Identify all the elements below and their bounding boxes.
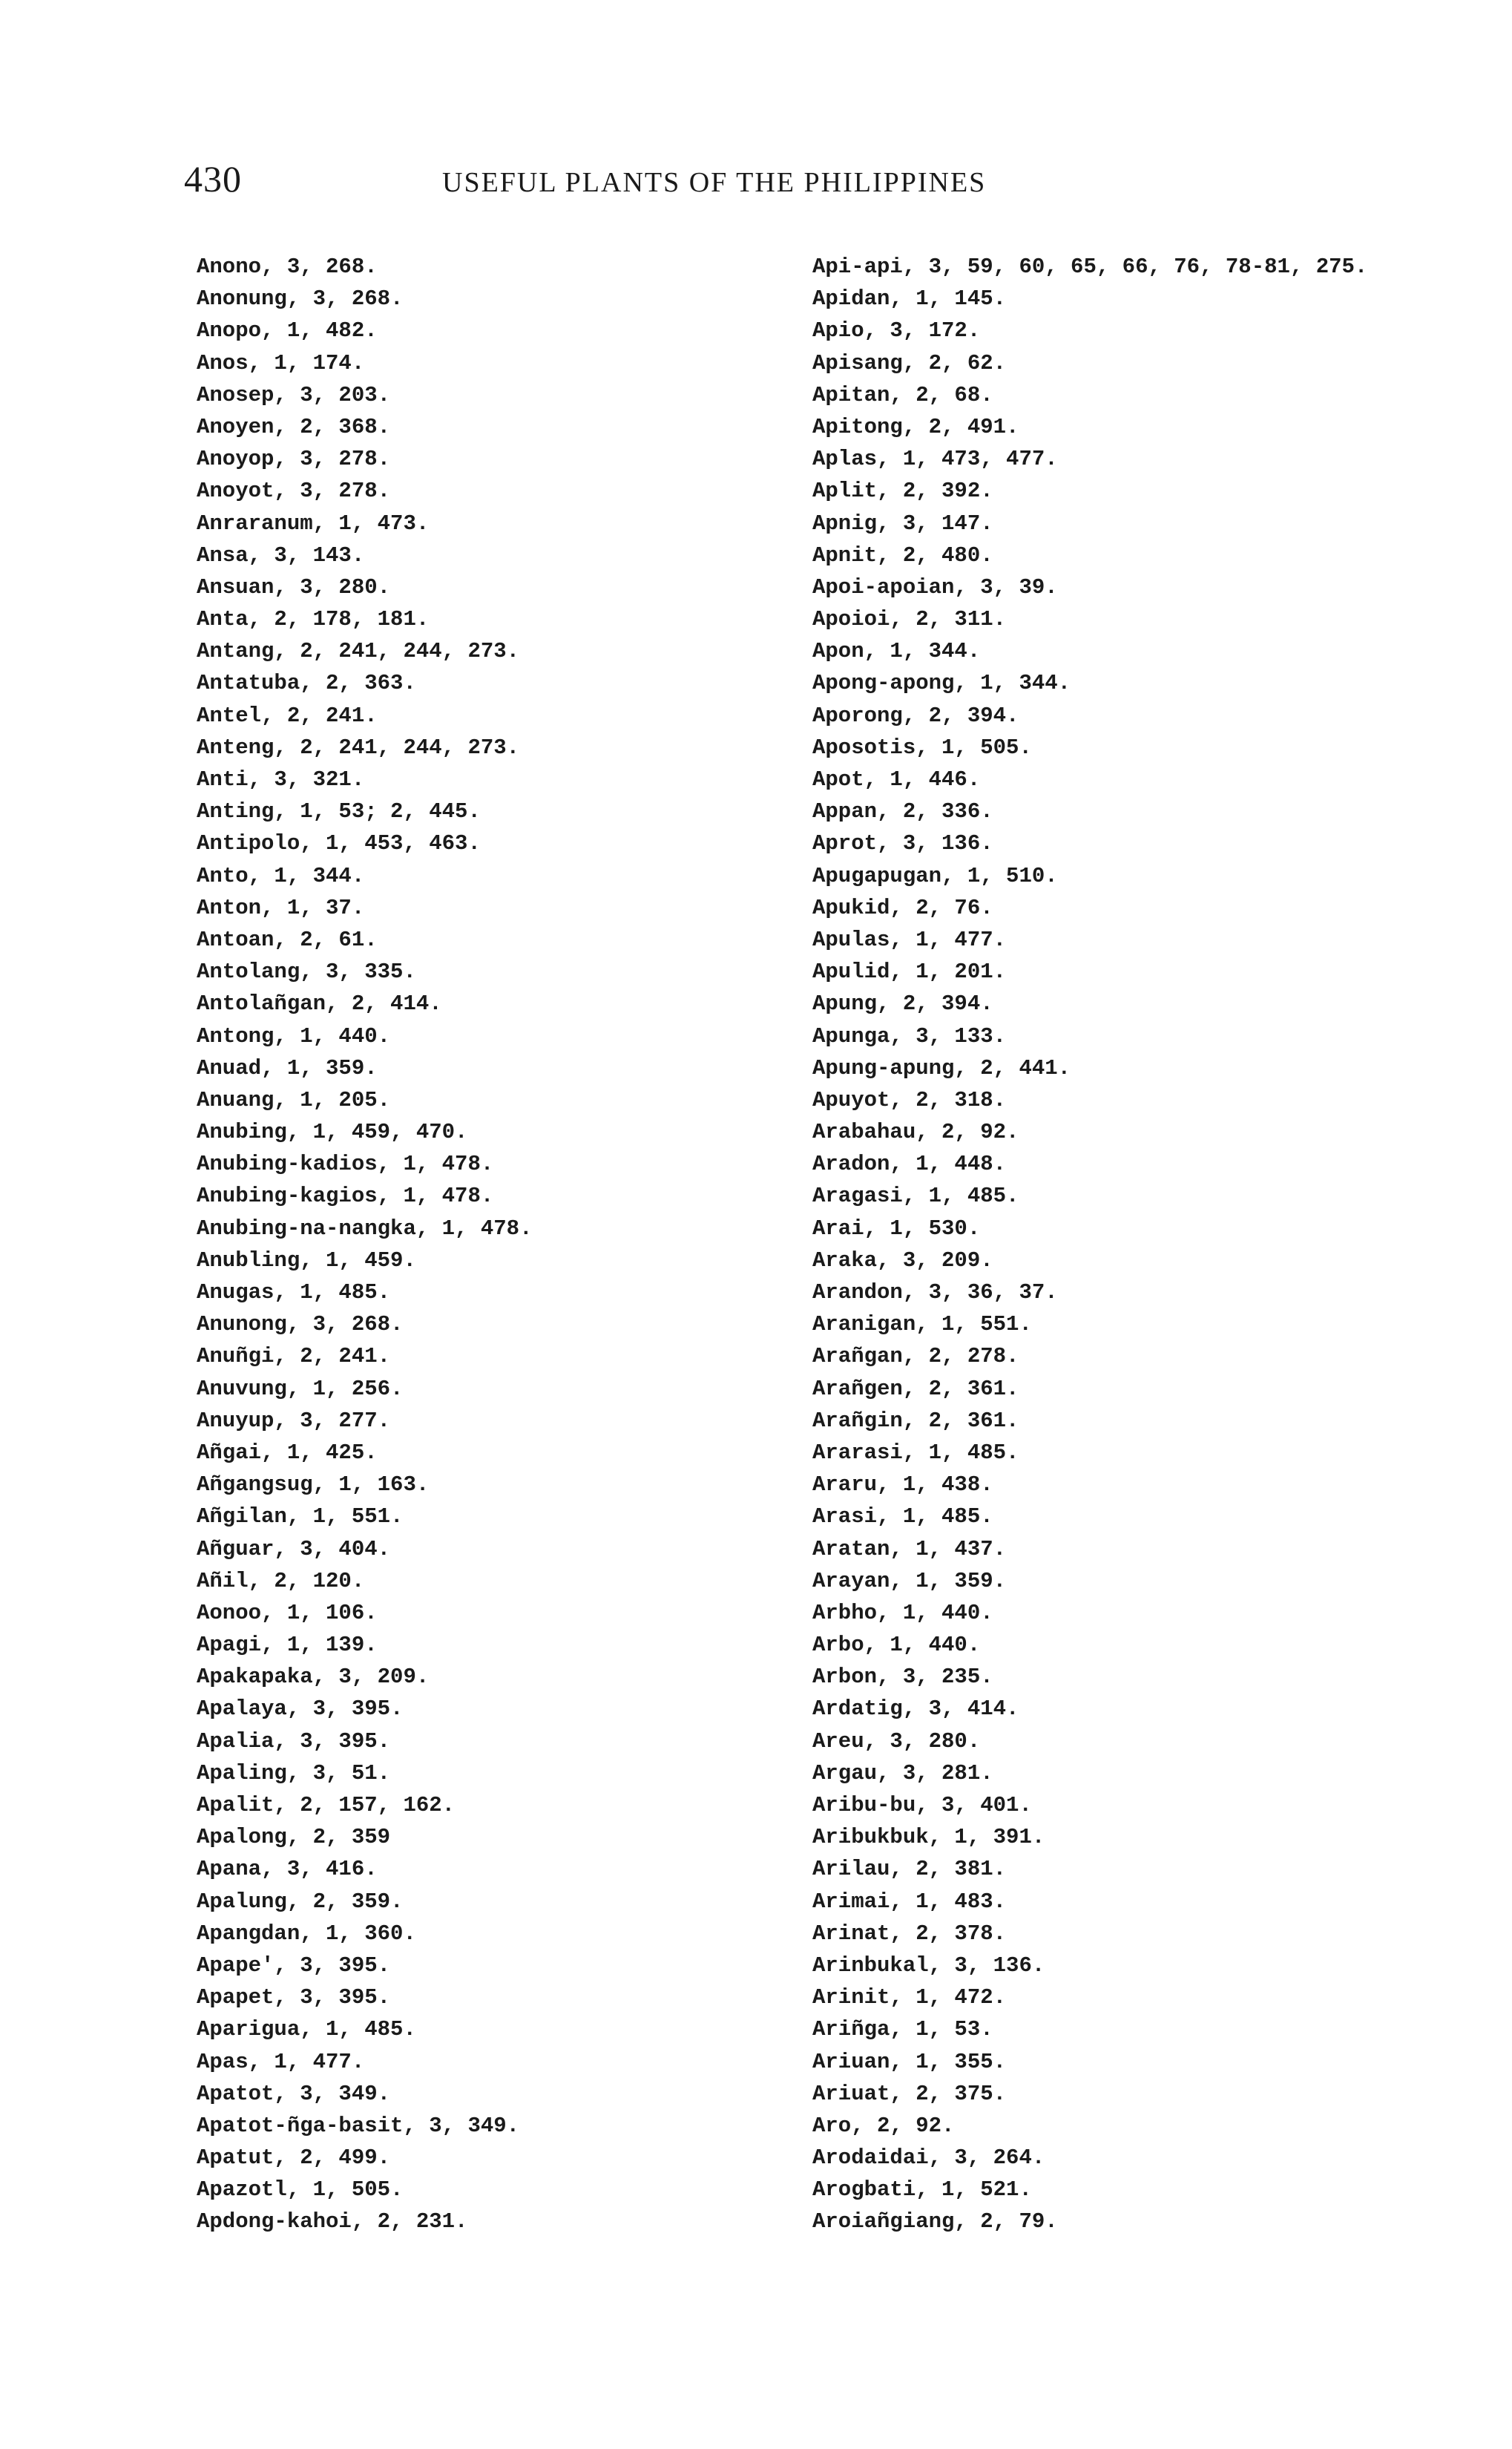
index-entry: Arbho, 1, 440. — [812, 1600, 993, 1625]
index-entry: Anoyop, 3, 278. — [197, 447, 391, 472]
index-entry: Aprot, 3, 136. — [812, 831, 993, 856]
index-entry: Anta, 2, 178, 181. — [197, 607, 430, 632]
index-entry: Añgai, 1, 425. — [197, 1440, 378, 1465]
index-entry: Añgilan, 1, 551. — [197, 1504, 404, 1530]
index-entry: Anoyot, 3, 278. — [197, 479, 391, 504]
index-entry: Apalong, 2, 359 — [197, 1825, 391, 1850]
index-entry: Aroiañgiang, 2, 79. — [812, 2209, 1058, 2235]
index-entry: Anunong, 3, 268. — [197, 1312, 404, 1337]
index-entry: Anuyup, 3, 277. — [197, 1408, 391, 1433]
index-entry: Antel, 2, 241. — [197, 703, 378, 728]
index-entry: Araru, 1, 438. — [812, 1472, 993, 1498]
index-entry: Ansa, 3, 143. — [197, 542, 365, 568]
index-entry: Ariuat, 2, 375. — [812, 2081, 1007, 2106]
index-entry: Apukid, 2, 76. — [812, 895, 993, 920]
index-entry: Añgangsug, 1, 163. — [197, 1472, 430, 1498]
index-entry: Ansuan, 3, 280. — [197, 574, 391, 600]
index-entry: Apalaya, 3, 395. — [197, 1696, 404, 1722]
index-entry: Apio, 3, 172. — [812, 318, 981, 344]
index-entry: Apana, 3, 416. — [197, 1857, 378, 1882]
index-entry: Ardatig, 3, 414. — [812, 1696, 1019, 1722]
index-entry: Anoyen, 2, 368. — [197, 414, 391, 439]
index-entry: Apong-apong, 1, 344. — [812, 671, 1071, 696]
index-entry: Anuñgi, 2, 241. — [197, 1344, 391, 1369]
index-entry: Añil, 2, 120. — [197, 1568, 365, 1593]
index-entry: Anteng, 2, 241, 244, 273. — [197, 735, 520, 760]
index-entry: Apulas, 1, 477. — [812, 927, 1007, 952]
index-entry: Apazotl, 1, 505. — [197, 2177, 404, 2203]
index-entry: Añguar, 3, 404. — [197, 1536, 391, 1561]
index-entry: Antatuba, 2, 363. — [197, 671, 416, 696]
index-entry: Apidan, 1, 145. — [812, 286, 1007, 312]
index-entry: Areu, 3, 280. — [812, 1728, 981, 1754]
index-entry: Anto, 1, 344. — [197, 863, 365, 888]
index-column-left — [197, 251, 532, 2238]
index-entry: Apoi-apoian, 3, 39. — [812, 574, 1058, 600]
index-entry: Apoioi, 2, 311. — [812, 607, 1007, 632]
index-entry: Arinbukal, 3, 136. — [812, 1953, 1045, 1978]
index-entry: Antolañgan, 2, 414. — [197, 991, 442, 1017]
index-entry: Arinit, 1, 472. — [812, 1985, 1007, 2010]
index-entry: Apunga, 3, 133. — [812, 1023, 1007, 1049]
index-entry: Arañgan, 2, 278. — [812, 1344, 1019, 1369]
index-entry: Aro, 2, 92. — [812, 2113, 955, 2138]
index-entry: Aplit, 2, 392. — [812, 479, 993, 504]
index-entry: Apisang, 2, 62. — [812, 350, 1007, 376]
index-entry: Ariñga, 1, 53. — [812, 2017, 993, 2042]
index-entry: Apas, 1, 477. — [197, 2049, 365, 2074]
index-entry: Aplas, 1, 473, 477. — [812, 447, 1058, 472]
index-entry: Apnit, 2, 480. — [812, 542, 993, 568]
index-entry: Anton, 1, 37. — [197, 895, 365, 920]
index-entry: Anubing, 1, 459, 470. — [197, 1120, 468, 1145]
index-entry: Arañgin, 2, 361. — [812, 1408, 1019, 1433]
index-entry: Antong, 1, 440. — [197, 1023, 391, 1049]
index-entry: Argau, 3, 281. — [812, 1760, 993, 1786]
index-entry: Apatot, 3, 349. — [197, 2081, 391, 2106]
index-entry: Anubing-kadios, 1, 478. — [197, 1152, 494, 1177]
index-entry: Apangdan, 1, 360. — [197, 1921, 416, 1946]
index-entry: Arodaidai, 3, 264. — [812, 2145, 1045, 2171]
index-entry: Apnig, 3, 147. — [812, 511, 993, 536]
index-entry: Anuvung, 1, 256. — [197, 1376, 404, 1401]
index-entry: Antoan, 2, 61. — [197, 927, 378, 952]
index-entry: Appan, 2, 336. — [812, 799, 993, 824]
index-entry: Aparigua, 1, 485. — [197, 2017, 416, 2042]
index-entry: Apitan, 2, 68. — [812, 382, 993, 407]
index-entry: Anono, 3, 268. — [197, 255, 378, 279]
index-entry: Aragasi, 1, 485. — [812, 1184, 1019, 1209]
index-entry: Antang, 2, 241, 244, 273. — [197, 639, 520, 664]
index-entry: Anraranum, 1, 473. — [197, 511, 430, 536]
index-entry: Apaling, 3, 51. — [197, 1760, 391, 1786]
index-entry: Apung-apung, 2, 441. — [812, 1055, 1071, 1081]
index-entry: Anting, 1, 53; 2, 445. — [197, 799, 481, 824]
index-entry: Aratan, 1, 437. — [812, 1536, 1007, 1561]
page-header — [184, 157, 1119, 209]
index-entry: Anti, 3, 321. — [197, 767, 365, 792]
page-number: 430 — [184, 158, 242, 200]
index-entry: Apakapaka, 3, 209. — [197, 1665, 430, 1690]
index-entry: Aradon, 1, 448. — [812, 1152, 1007, 1177]
index-entry: Arimai, 1, 483. — [812, 1889, 1007, 1914]
index-entry: Araka, 3, 209. — [812, 1248, 993, 1273]
index-entry: Antolang, 3, 335. — [197, 960, 416, 985]
index-entry: Aonoo, 1, 106. — [197, 1600, 378, 1625]
index-entry: Apapet, 3, 395. — [197, 1985, 391, 2010]
index-entry: Apitong, 2, 491. — [812, 414, 1019, 439]
index-entry: Ariuan, 1, 355. — [812, 2049, 1007, 2074]
index-entry: Apalia, 3, 395. — [197, 1728, 391, 1754]
running-title: USEFUL PLANTS OF THE PHILIPPINES — [442, 167, 987, 198]
index-entry: Antipolo, 1, 453, 463. — [197, 831, 481, 856]
index-entry: Ararasi, 1, 485. — [812, 1440, 1019, 1465]
index-entry: Arinat, 2, 378. — [812, 1921, 1007, 1946]
index-entry: Arañgen, 2, 361. — [812, 1376, 1019, 1401]
index-entry: Anugas, 1, 485. — [197, 1280, 391, 1305]
index-entry: Anopo, 1, 482. — [197, 318, 378, 344]
index-entry: Apugapugan, 1, 510. — [812, 863, 1058, 888]
index-entry: Apalit, 2, 157, 162. — [197, 1793, 456, 1817]
index-entry: Anonung, 3, 268. — [197, 286, 404, 312]
index-entry: Anos, 1, 174. — [197, 350, 365, 376]
index-entry: Apagi, 1, 139. — [197, 1633, 378, 1658]
index-entry: Anubling, 1, 459. — [197, 1248, 416, 1273]
index-entry: Apdong-kahoi, 2, 231. — [197, 2209, 468, 2235]
index-entry: Apatot-ñga-basit, 3, 349. — [197, 2113, 520, 2138]
index-entry: Anosep, 3, 203. — [197, 382, 391, 407]
index-entry: Arayan, 1, 359. — [812, 1568, 1007, 1593]
index-entry: Aranigan, 1, 551. — [812, 1312, 1032, 1337]
index-entry: Arilau, 2, 381. — [812, 1857, 1007, 1882]
index-entry: Aporong, 2, 394. — [812, 703, 1019, 728]
index-entry: Anubing-na-nangka, 1, 478. — [197, 1216, 533, 1241]
index-entry: Apuyot, 2, 318. — [812, 1087, 1007, 1112]
index-entry: Apot, 1, 446. — [812, 767, 981, 792]
index-entry: Apatut, 2, 499. — [197, 2145, 391, 2171]
index-entry: Arbo, 1, 440. — [812, 1633, 981, 1658]
index-entry: Apon, 1, 344. — [812, 639, 981, 664]
index-entry: Aposotis, 1, 505. — [812, 735, 1032, 760]
index-entry: Arai, 1, 530. — [812, 1216, 981, 1241]
index-column-right — [812, 251, 1367, 2238]
index-entry: Anuang, 1, 205. — [197, 1087, 391, 1112]
index-entry: Anuad, 1, 359. — [197, 1055, 378, 1081]
index-entry: Api-api, 3, 59, 60, 65, 66, 76, 78-81, 275. — [812, 255, 1368, 279]
index-entry: Anubing-kagios, 1, 478. — [197, 1184, 494, 1209]
index-entry: Arogbati, 1, 521. — [812, 2177, 1032, 2203]
index-entry: Apulid, 1, 201. — [812, 960, 1007, 985]
index-entry: Arandon, 3, 36, 37. — [812, 1280, 1058, 1305]
index-entry: Apalung, 2, 359. — [197, 1889, 404, 1914]
index-entry: Aribu-bu, 3, 401. — [812, 1793, 1032, 1817]
index-entry: Apung, 2, 394. — [812, 991, 993, 1017]
index-entry: Arasi, 1, 485. — [812, 1504, 993, 1530]
index-entry: Arbon, 3, 235. — [812, 1665, 993, 1690]
index-entry: Arabahau, 2, 92. — [812, 1120, 1019, 1145]
index-entry: Aribukbuk, 1, 391. — [812, 1825, 1045, 1850]
index-entry: Apape', 3, 395. — [197, 1953, 391, 1978]
